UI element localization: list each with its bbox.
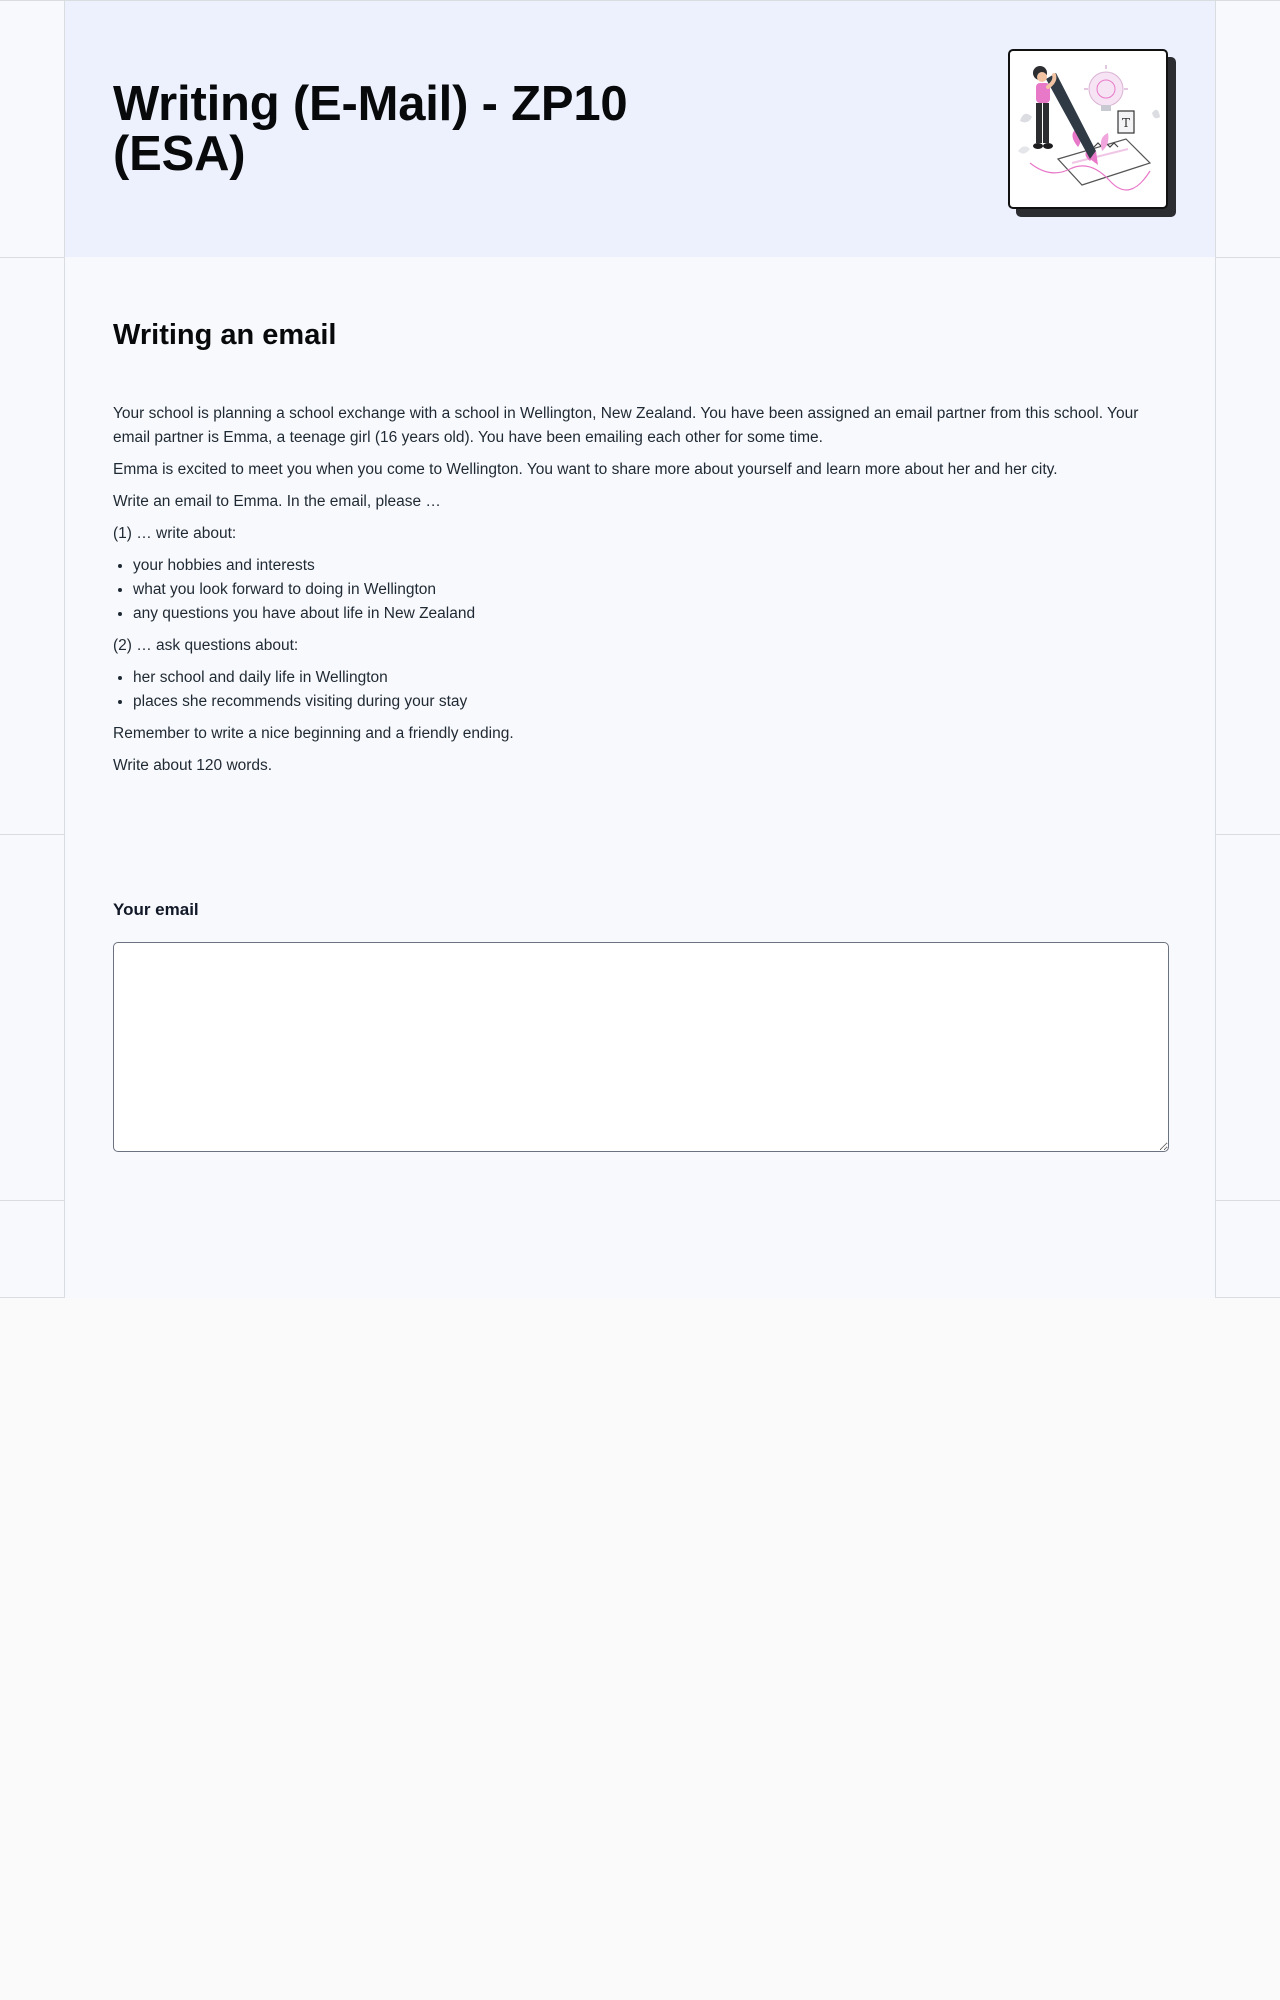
person-writing-illustration-icon [1008, 49, 1168, 209]
list-item: • your hobbies and interests [133, 554, 1173, 578]
answer-section [64, 834, 1216, 1201]
write-prompt: Write an email to Emma. In the email, please … [113, 493, 441, 510]
list-item: • what you look forward to doing in Wellington [133, 578, 1173, 602]
list-item: • places she recommends visiting during your stay [133, 690, 1173, 714]
part2-label: (2) … ask questions about: [113, 637, 299, 654]
reminder-paragraph: Remember to write a nice beginning and a friendly ending. [113, 725, 514, 742]
footer-section [64, 1200, 1216, 1298]
part1-list [133, 554, 1173, 626]
list-item: • any questions you have about life in New Zealand [133, 602, 1173, 626]
part1-label: (1) … write about: [113, 525, 237, 542]
page-title: Writing (E-Mail) - ZP10 (ESA) [113, 77, 628, 181]
length-paragraph: Write about 120 words. [113, 757, 273, 774]
answer-label: Your email [113, 900, 199, 919]
list-item: • her school and daily life in Wellington [133, 666, 1173, 690]
header-section [64, 0, 1216, 258]
task-section [64, 257, 1216, 835]
illustration-card [1008, 49, 1170, 211]
section-heading: Writing an email [113, 319, 337, 351]
email-answer-textarea[interactable] [113, 942, 1169, 1152]
task-instructions [113, 402, 1173, 786]
part2-list [133, 666, 1173, 714]
svg-text:T: T [1122, 116, 1131, 130]
intro-paragraph: Your school is planning a school exchange with a school in Wellington, New Zealand. You have been assigned an email partner from this school. Your email partner is Emma, a teenage girl (16 years old). You have been emailing each other for some time. [113, 405, 1139, 446]
excited-paragraph: Emma is excited to meet you when you come to Wellington. You want to share more about yourself and learn more about her and her city. [113, 461, 1058, 478]
